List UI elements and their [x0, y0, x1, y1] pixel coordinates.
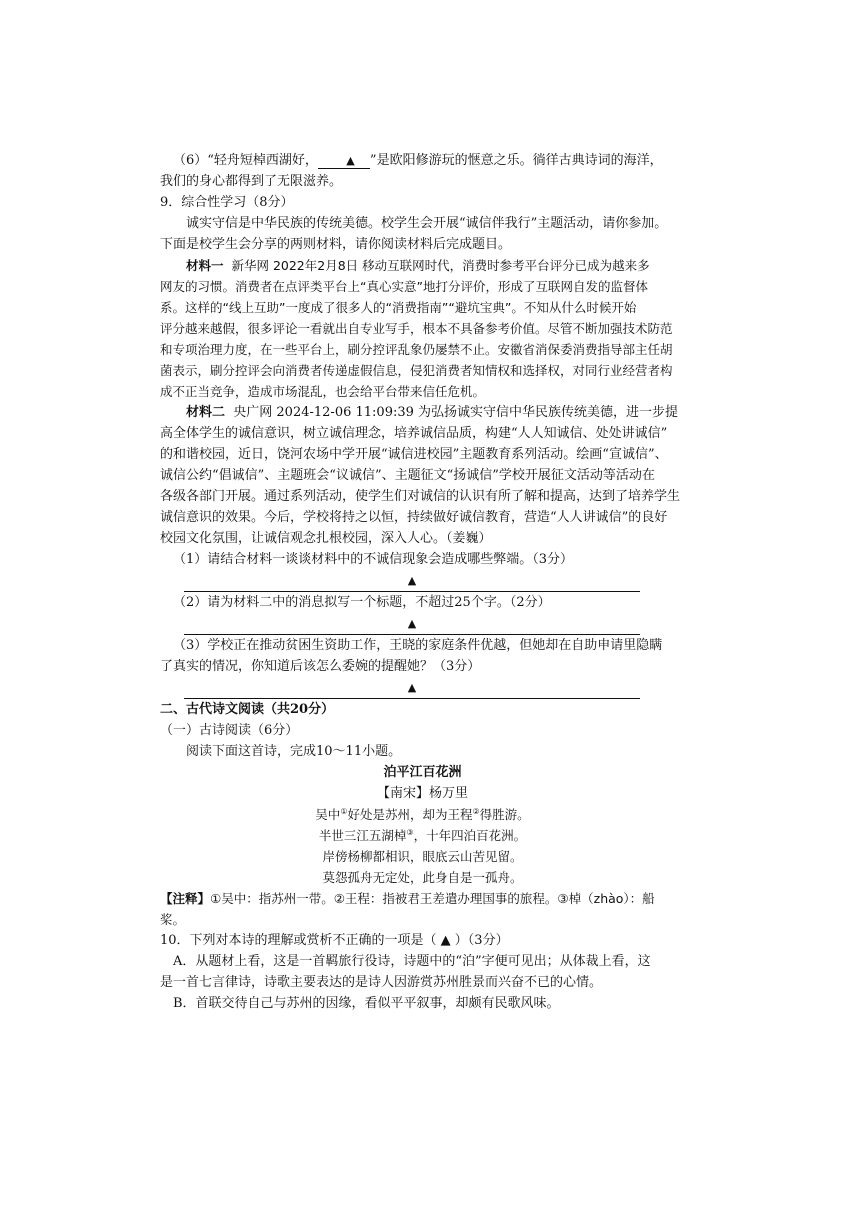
poem-text: ，十年四泊百花洲。	[413, 828, 527, 843]
answer-blank[interactable]	[318, 154, 370, 169]
q9-intro-1: 诚实守信是中华民族的传统美德。校学生会开展“诚信伴我行”主题活动，请你参加。	[186, 216, 668, 231]
material-1-line-4: 和专项治理力度，在一些平台上，刷分控评乱象仍屡禁不止。安徽省消保委消费指导部主任胡	[160, 342, 673, 357]
material-1-text-0: 新华网 2022年2月8日 移动互联网时代，消费时参考平台评分已成为越来多	[231, 258, 650, 273]
note-ref: ②	[472, 806, 480, 816]
q8-6-line2: 我们的身心都得到了无限滋养。	[160, 174, 343, 189]
q9-sub1: （1）请结合材料一谈谈材料中的不诚信现象会造成哪些弊端。（3分）	[173, 552, 574, 567]
section-2-title: 二、古代诗文阅读（共20分）	[160, 702, 335, 717]
material-2-line-1: 高全体学生的诚信意识，树立诚信理念，培养诚信品质，构建“人人知诚信、处处讲诚信”	[160, 426, 668, 441]
material-1-line-2: 系。这样的“线上互助”一度成了很多人的“消费指南”“避坑宝典”。不知从什么时候开始	[160, 300, 637, 315]
material-1-line-6: 成不正当竞争，造成市场混乱，也会给平台带来信任危机。	[160, 384, 486, 399]
q9-sub2: （2）请为材料二中的消息拟写一个标题，不超过25个字。（2分）	[173, 595, 551, 610]
q10-option-a-line1: A．从题材上看，这是一首羁旅行役诗，诗题中的“泊”字便可见出；从体裁上看，这	[173, 954, 651, 969]
poem-line-1	[160, 804, 685, 825]
q9-sub3-line1: （3）学校正在推动贫困生资助工作，王晓的家庭条件优越，但她却在自助申请里隐瞒	[173, 638, 663, 653]
poem-text: 半世三江五湖棹	[318, 828, 407, 843]
poem-title: 泊平江百花洲	[383, 765, 462, 780]
triangle-mark: ▲	[346, 154, 355, 167]
poem-line-4: 莫怨孤舟无定处，此身自是一孤舟。	[322, 870, 523, 885]
poem-line-2	[160, 825, 685, 846]
q9-sub3-line2: 了真实的情况，你知道后该怎么委婉的提醒她？（3分）	[160, 659, 481, 674]
note-ref: ①	[340, 806, 348, 816]
q9-title: 9．综合性学习（8分）	[160, 195, 294, 210]
note-text: ①吴中：指苏州一带。②王程：指被君王差遣办理国事的旅程。③棹（zhào）：船	[210, 891, 655, 906]
q8-6-suffix: ”是欧阳修游玩的惬意之乐。徜徉古典诗词的海洋，	[369, 153, 663, 168]
q10-option-b: B．首联交待自己与苏州的因缘，看似平平叙事，却颇有民歌风味。	[173, 996, 560, 1011]
poem-line-3: 岸傍杨柳都相识，眼底云山苦见留。	[322, 849, 523, 864]
section-2-subtitle: （一）古诗阅读（6分）	[160, 723, 299, 738]
material-2-label: 材料二	[186, 405, 226, 420]
note-line-1	[160, 888, 685, 909]
material-2-line-4: 各级各部门开展。通过系列活动，使学生们对诚信的认识有所了解和提高，达到了培养学生	[160, 489, 681, 504]
q9-intro-2: 下面是校学生会分享的两则材料，请你阅读材料后完成题目。	[160, 237, 512, 252]
material-2-line-2: 的和谐校园，近日，饶河农场中学开展“诚信进校园”主题教育系列活动。绘画“宣诚信”、	[160, 447, 668, 462]
poem-author: 【南宋】杨万里	[376, 786, 468, 801]
material-1-line-3: 评分越来越假，很多评论一看就出自专业写手，根本不具备参考价值。尽管不断加强技术防范	[160, 321, 673, 336]
triangle-mark: ▲	[407, 681, 417, 694]
page-content	[160, 150, 685, 1014]
note-label: 【注释】	[160, 891, 211, 906]
material-1-line-5: 菌表示，刷分控评会向消费者传递虚假信息，侵犯消费者知情权和选择权，对同行业经营者构	[160, 363, 673, 378]
triangle-mark: ▲	[407, 617, 417, 630]
poem-text: 吴中	[315, 807, 341, 822]
note-line-2: 桨。	[160, 912, 186, 927]
q10-option-a-line2: 是一首七言律诗，诗歌主要表达的是诗人因游赏苏州胜景而兴奋不已的心情。	[160, 975, 603, 990]
material-2-line-6: 校园文化氛围，让诚信观念扎根校园，深入人心。（姜巍）	[160, 531, 492, 546]
material-2-line-3: 诚信公约“倡诚信”、主题班会“议诚信”、主题征文“扬诚信”学校开展征文活动等活动在	[160, 468, 655, 483]
answer-line-1[interactable]	[184, 570, 640, 592]
poem-intro: 阅读下面这首诗，完成10～11小题。	[186, 744, 402, 759]
material-2-line-0	[160, 402, 685, 423]
material-1-line-0	[160, 255, 685, 276]
triangle-mark: ▲	[407, 574, 417, 587]
q8-6-line1	[160, 150, 685, 171]
note-ref: ③	[406, 827, 414, 837]
answer-line-2[interactable]	[184, 613, 640, 635]
material-1-label: 材料一	[186, 258, 224, 273]
material-1-line-1: 网友的习惯。消费者在点评类平台上“真心实意”地打分评价，形成了互联网自发的监督体	[160, 279, 648, 294]
material-2-line-5: 诚信意识的效果。今后，学校将持之以恒，持续做好诚信教育，营造“人人讲诚信”的良好	[160, 510, 668, 525]
q10-stem: 10．下列对本诗的理解或赏析不正确的一项是（ ▲ ）（3分）	[160, 933, 509, 948]
poem-text: 得胜游。	[479, 807, 530, 822]
material-2-text-0: 央广网 2024-12-06 11:09:39 为弘扬诚实守信中华民族传统美德，进一步提	[233, 405, 679, 420]
answer-line-3[interactable]	[184, 677, 640, 699]
q8-6-prefix: （6）“轻舟短棹西湖好，	[173, 153, 318, 168]
poem-text: 好处是苏州，却为王程	[347, 807, 473, 822]
